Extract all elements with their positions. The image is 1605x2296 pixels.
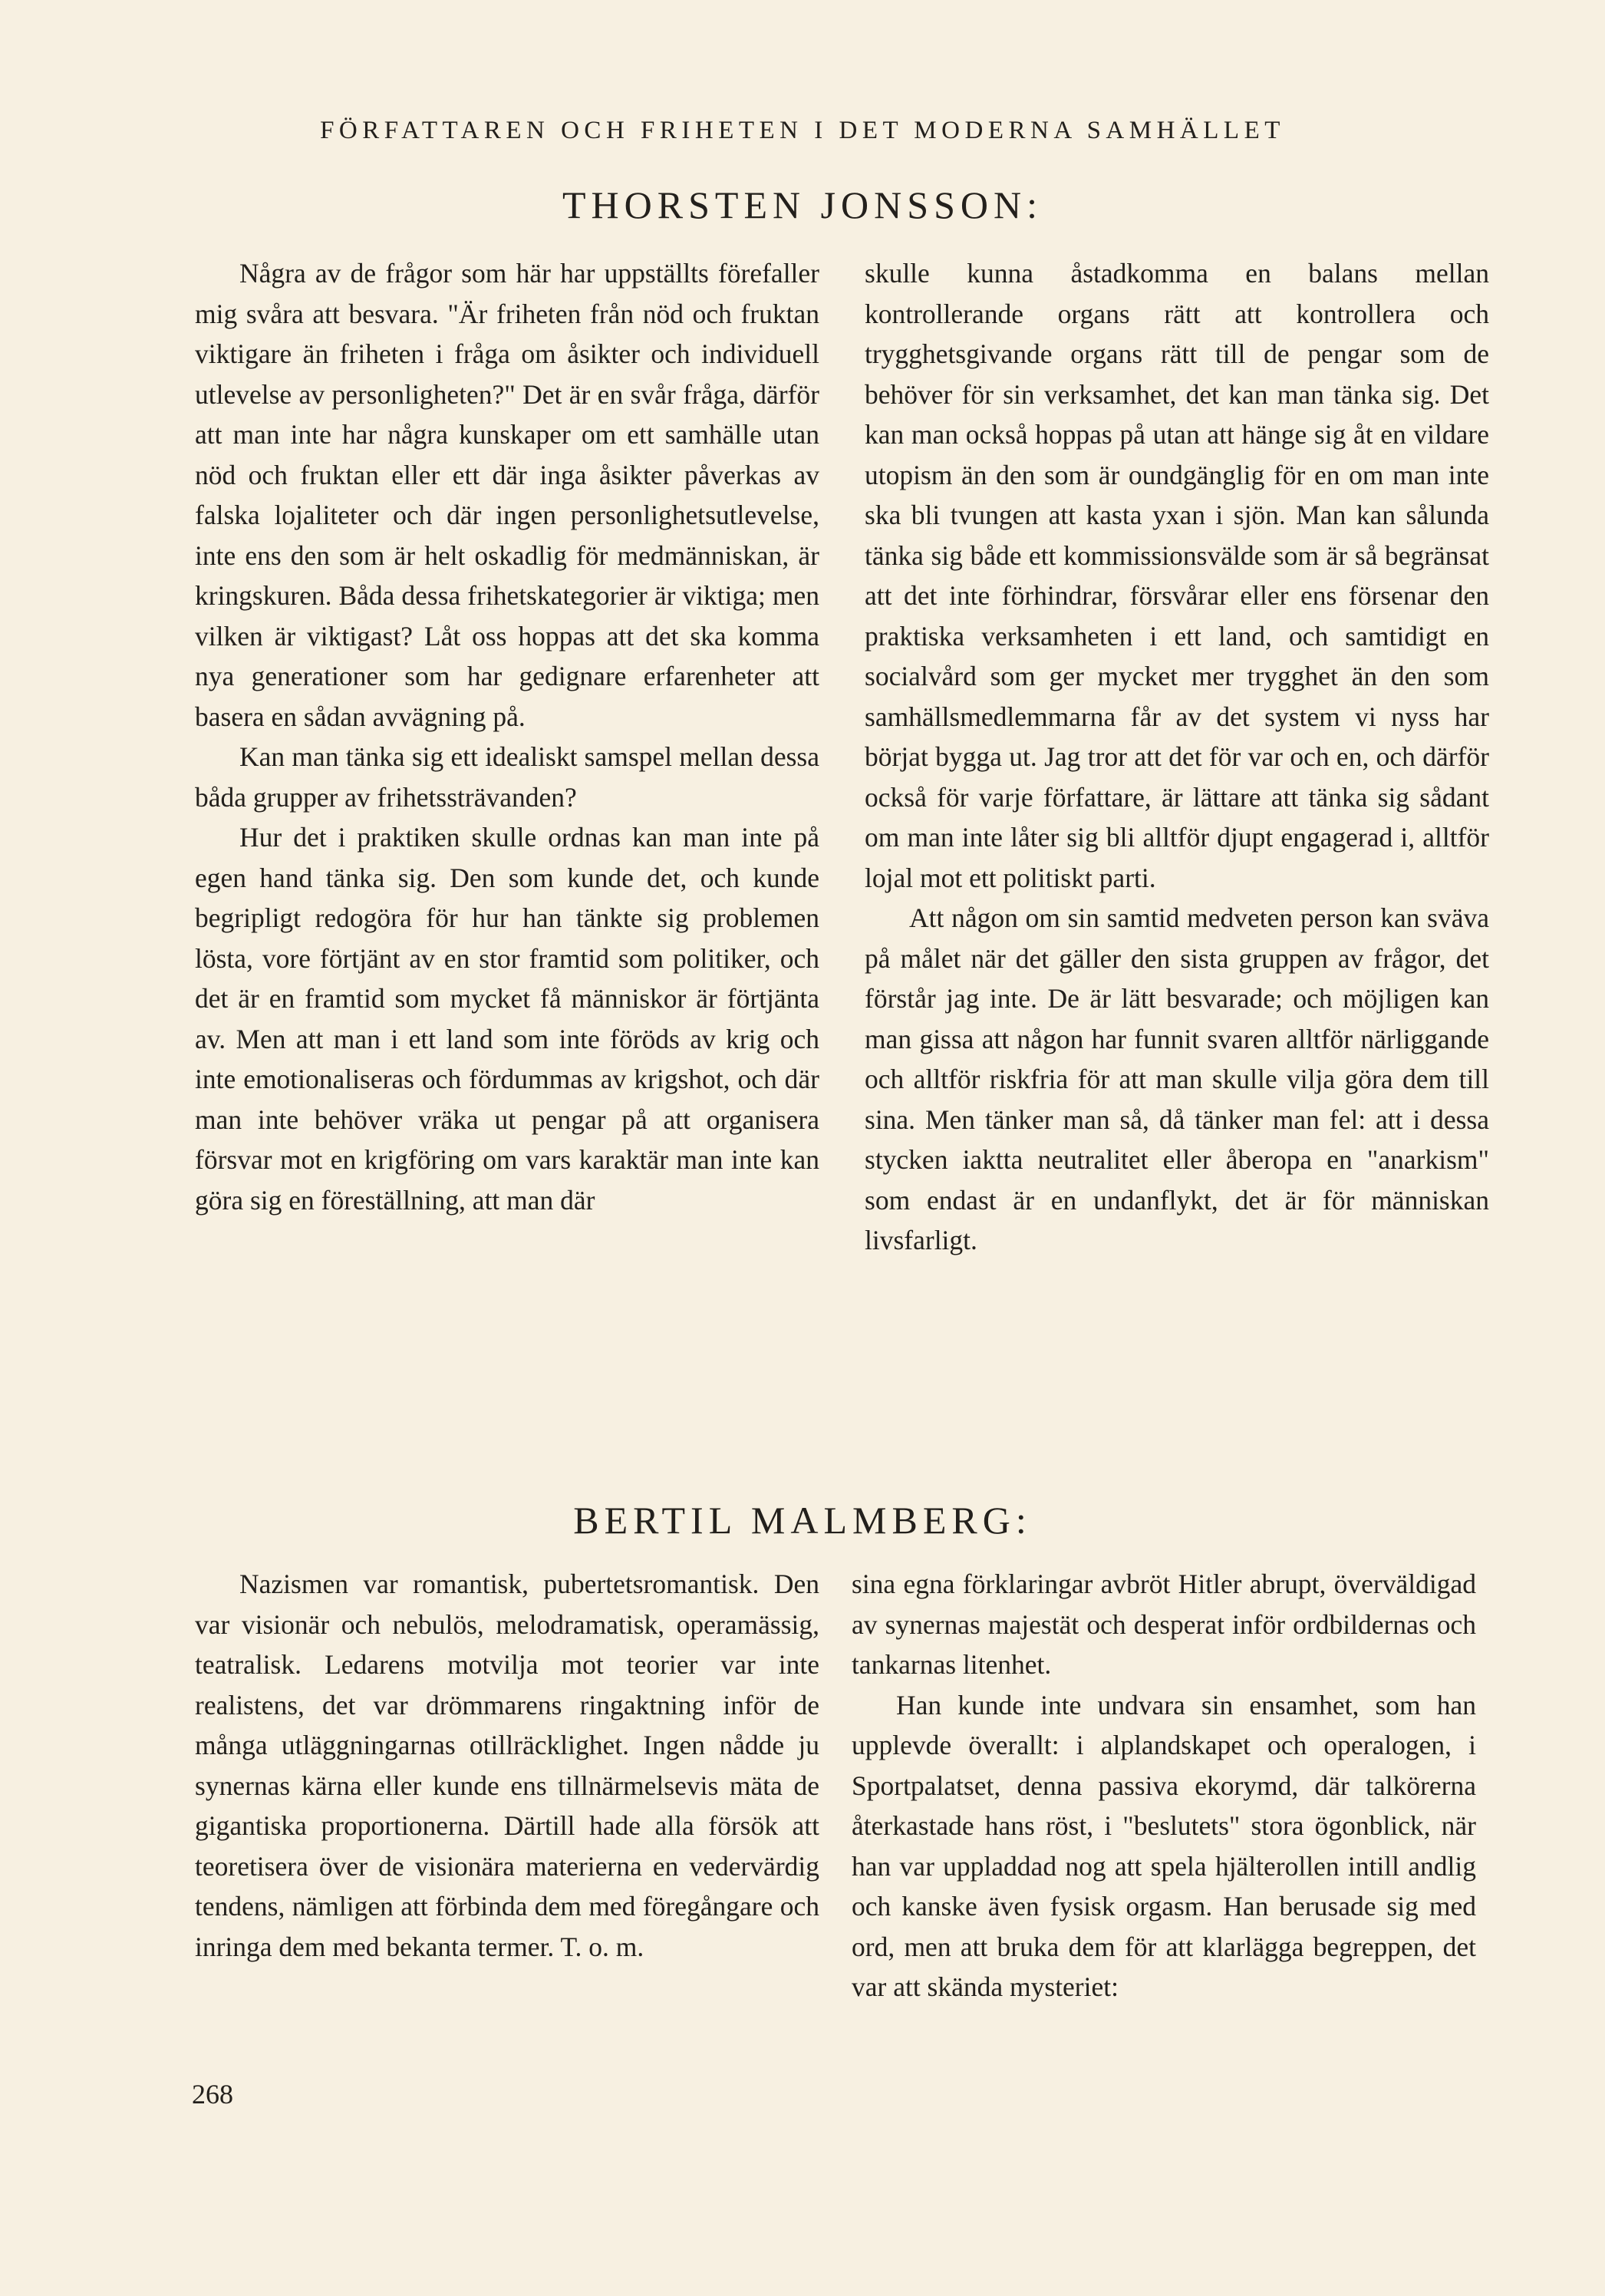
paragraph: skulle kunna åstadkomma en balans mellan kontrollerande organs rätt att kontrollera och trygghetsgivande organs rätt till de pengar som de behöver för sin verksamhet, det kan man tänka sig. Det kan man också hoppas på utan att hänge sig åt en vildare utopism än den som är oundgänglig för en om man inte ska bli tvungen att kasta yxan i sjön. Man kan sålunda tänka sig både ett kommissionsvälde som är så begränsat att det inte förhindrar, försvårar eller ens försenar den praktiska verksamheten i ett land, och samtidigt en socialvård som ger mycket mer trygghet än den som samhällsmedlemmarna får av det system vi nyss har börjat bygga ut. Jag tror att det för var och en, och därför också för varje författare, är lättare att tänka sig sådant om man inte låter sig bli alltför djupt engagerad i, alltför lojal mot ett politiskt parti. <box>865 258 1489 893</box>
running-head: FÖRFATTAREN OCH FRIHETEN I DET MODERNA SAMHÄLLET <box>320 117 1285 144</box>
malmberg-left-column <box>195 1564 819 1967</box>
paragraph: Han kunde inte undvara sin ensamhet, som han upplevde överallt: i alplandskapet och operalogen, i Sportpalatset, denna passiva ekorymd, där talkörerna återkastade hans röst, i "beslutets" stora ögonblick, när han var uppladdad nog att spela hjälterollen intill andlig och kanske även fysisk orgasm. Han berusade sig med ord, men att bruka dem för att klarlägga begreppen, det var att skända mysteriet: <box>852 1689 1476 2002</box>
paragraph: Kan man tänka sig ett idealiskt samspel mellan dessa båda grupper av frihetssträvanden? <box>195 741 819 813</box>
page-number: 268 <box>192 2079 233 2110</box>
paragraph: Att någon om sin samtid medveten person kan sväva på målet när det gäller den sista gruppen av frågor, det förstår jag inte. De är lätt besvarade; och möjligen kan man gissa att någon har funnit svaren alltför närliggande och alltför riskfria för att man skulle vilja göra dem till sina. Men tänker man så, då tänker man fel: att i dessa stycken iaktta neutralitet eller åberopa en "anarkism" som endast är en undanflykt, det är för människan livsfarligt. <box>865 902 1489 1255</box>
paragraph: Nazismen var romantisk, pubertetsromantisk. Den var visionär och nebulös, melodramatisk, operamässig, teatralisk. Ledarens motvilja mot teorier var inte realistens, det var drömmarens ringaktning inför de många utläggningarnas otillräcklighet. Ingen nådde ju synernas kärna eller kunde ens tillnärmelsevis mäta de gigantiska proportionerna. Därtill hade alla försök att teoretisera över de visionära materierna en vedervärdig tendens, nämligen att förbinda dem med föregångare och inringa dem med bekanta termer. T. o. m. <box>195 1569 819 1962</box>
malmberg-right-column <box>852 1564 1476 2007</box>
section-heading-malmberg: BERTIL MALMBERG: <box>573 1499 1032 1542</box>
paragraph: Några av de frågor som här har uppställts förefaller mig svåra att besvara. "Är friheten från nöd och fruktan viktigare än friheten i fråga om åsikter och individuell utlevelse av personligheten?" Det är en svår fråga, därför att man inte har några kunskaper om ett samhälle utan nöd och fruktan eller ett där inga åsikter påverkas av falska lojaliteter och där ingen personlighetsutlevelse, inte ens den som är helt oskadlig för medmänniskan, är kringskuren. Båda dessa frihetskategorier är viktiga; men vilken är viktigast? Låt oss hoppas att det ska komma nya generationer som har gedignare erfarenheter att basera en sådan avvägning på. <box>195 258 819 732</box>
paragraph: sina egna förklaringar avbröt Hitler abrupt, överväldigad av synernas majestät och desperat inför ordbildernas och tankarnas litenhet. <box>852 1569 1476 1680</box>
jonsson-left-column <box>195 253 819 1220</box>
paragraph: Hur det i praktiken skulle ordnas kan man inte på egen hand tänka sig. Den som kunde det, och kunde begripligt redogöra för hur han tänkte sig problemen lösta, vore förtjänt av en stor framtid som politiker, och det är en framtid som mycket få människor är förtjänta av. Men att man i ett land som inte föröds av krig och inte emotionaliseras och fördummas av krigshot, och där man inte behöver vräka ut pengar på att organisera försvar mot en krigföring om vars karaktär man inte kan göra sig en föreställning, att man där <box>195 822 819 1216</box>
jonsson-right-column <box>865 253 1489 1261</box>
section-heading-jonsson: THORSTEN JONSSON: <box>562 183 1043 226</box>
